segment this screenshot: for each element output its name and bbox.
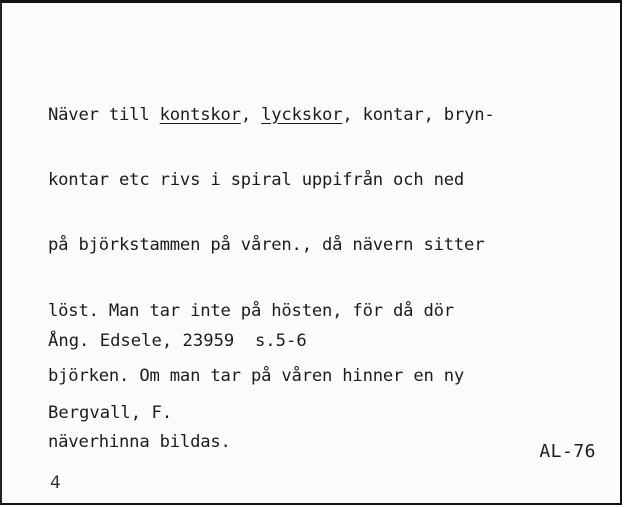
card-number: 4 bbox=[50, 473, 61, 493]
text-line-1 bbox=[48, 105, 495, 127]
text-segment: Näver till bbox=[48, 104, 160, 125]
text-line-6: näverhinna bildas. bbox=[48, 431, 231, 452]
archive-code: AL-76 bbox=[539, 441, 596, 462]
text-line-2: kontar etc rivs i spiral uppifrån och ned bbox=[48, 169, 465, 190]
source-location: Ång. Edsele, 23959 s.5-6 bbox=[48, 331, 307, 351]
underlined-term-kontskor: kontskor bbox=[159, 104, 241, 125]
source-author: Bergvall, F. bbox=[48, 403, 173, 423]
underlined-term-lyckskor: lyckskor bbox=[261, 104, 343, 125]
source-reference bbox=[48, 281, 307, 473]
text-segment: , kontar, bryn- bbox=[342, 104, 495, 125]
text-line-3: på björkstammen på våren., då nävern sitter bbox=[48, 235, 485, 256]
text-segment: , bbox=[240, 104, 262, 125]
text-line-5: björken. Om man tar på våren hinner en ny bbox=[48, 366, 465, 387]
text-line-4: löst. Man tar inte på hösten, för då dör bbox=[48, 300, 454, 321]
